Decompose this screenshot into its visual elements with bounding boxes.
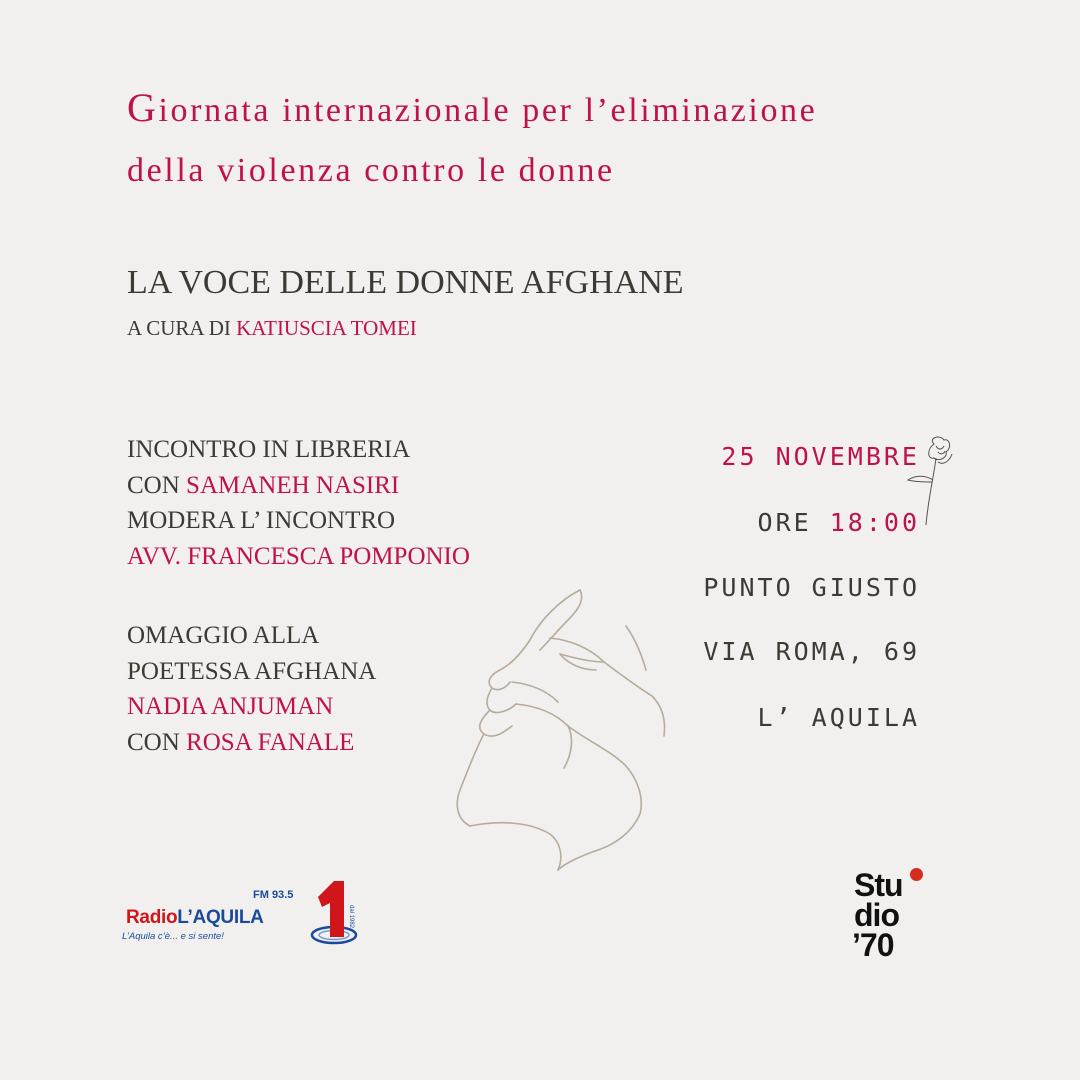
radio-frequency: FM 93.5 [253,889,294,901]
curated-by [127,316,417,341]
program-line [127,432,470,468]
program-line [127,468,470,504]
studio-line-1: Stu [854,867,903,903]
studio-line-3: ’70 [852,927,894,963]
studio-dot-icon [910,868,923,881]
time-prefix: ORE [757,508,830,537]
program-line-text: INCONTRO IN LIBRERIA [127,436,411,463]
program-line [127,654,376,690]
time-value: 18:00 [829,508,920,537]
rose-icon [900,430,960,530]
studio-70-logo [850,868,930,968]
radio-name-prefix: Radio [126,907,178,928]
moderator-name: AVV. FRANCESCA POMPONIO [127,542,470,570]
header-initial: G [127,85,159,130]
program-line-prefix: CON [127,728,187,756]
event-title: LA VOCE DELLE DONNE AFGHANE [127,264,684,301]
event-time [758,508,920,537]
poet-name: NADIA ANJUMAN [127,693,334,720]
event-city: L’ AQUILA [757,703,920,732]
studio-line-2: dio [854,897,899,933]
guest-name: SAMANEH NASIRI [186,471,400,499]
header-line-1-text: iornata internazionale per l’eliminazione [158,92,818,129]
event-date: 25 NOVEMBRE [721,442,920,471]
header-line-1 [127,84,817,131]
svg-text:dal 1982: dal 1982 [348,905,354,929]
reader-name: ROSA FANALE [186,728,355,756]
program-line [127,503,470,539]
event-address: VIA ROMA, 69 [703,637,920,666]
curator-name: KATIUSCIA TOMEI [236,316,417,340]
program-line [127,689,376,725]
radio-laquila-logo [118,875,358,950]
event-venue: PUNTO GIUSTO [703,573,920,602]
program-line-prefix: CON [127,471,187,499]
radio-name [126,907,264,929]
radio-one-emblem-icon [306,875,358,947]
header-line-2: della violenza contro le donne [127,152,615,189]
face-line-art-icon [440,570,680,880]
program-block-1 [127,432,470,574]
program-line [127,725,376,761]
program-line [127,539,470,575]
radio-tagline: L’Aquila c’è... e si sente! [122,931,224,942]
program-line [127,618,376,654]
curated-prefix: A CURA DI [127,316,237,340]
program-line-text: POETESSA AFGHANA [127,657,377,685]
program-line-text: OMAGGIO ALLA [127,622,320,649]
radio-name-main: L’AQUILA [177,907,264,928]
program-line-text: MODERA L’ INCONTRO [127,507,396,534]
program-block-2 [127,618,376,760]
